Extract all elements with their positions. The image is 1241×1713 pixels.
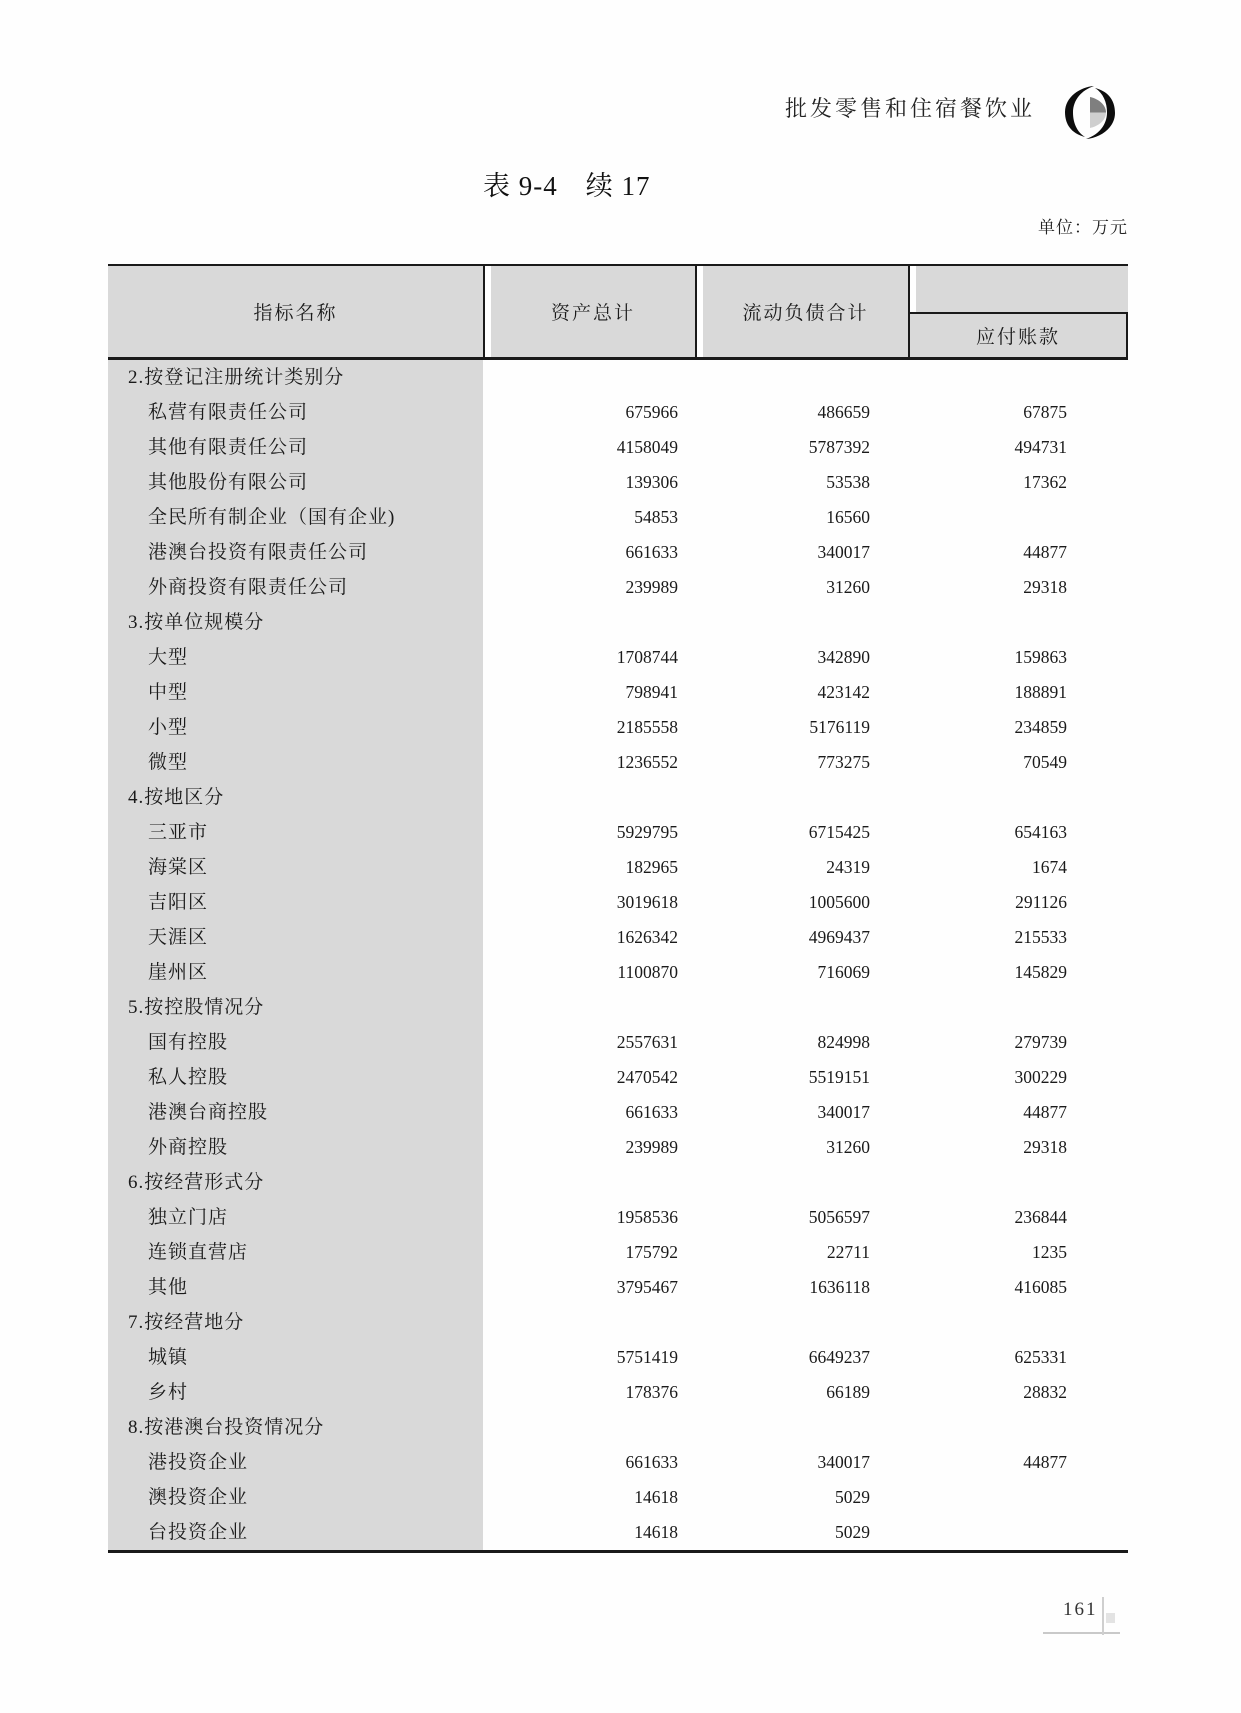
table-row [108, 1235, 1128, 1270]
row-label: 大型 [108, 640, 483, 675]
table-row [108, 430, 1128, 465]
cell-current-liabilities: 5176119 [809, 717, 870, 737]
header-divider [483, 266, 491, 357]
row-label: 中型 [108, 675, 483, 710]
row-label: 6.按经营形式分 [108, 1165, 483, 1200]
footer-mark [1106, 1613, 1115, 1623]
cell-total-assets: 239989 [625, 1137, 678, 1157]
cell-accounts-payable: 234859 [1014, 717, 1067, 737]
statistics-table [108, 264, 1128, 1553]
row-label: 4.按地区分 [108, 780, 483, 815]
row-label: 8.按港澳台投资情况分 [108, 1410, 483, 1445]
cell-accounts-payable [908, 1305, 1128, 1340]
cell-accounts-payable: 215533 [1014, 927, 1067, 947]
table-row [108, 1340, 1128, 1375]
cell-current-liabilities: 716069 [817, 962, 870, 982]
footer-vertical-rule [1102, 1597, 1104, 1635]
row-label: 小型 [108, 710, 483, 745]
row-label: 乡村 [108, 1375, 483, 1410]
table-row [108, 1130, 1128, 1165]
cell-current-liabilities: 340017 [817, 542, 870, 562]
row-label: 澳投资企业 [108, 1480, 483, 1515]
table-row [108, 1375, 1128, 1410]
header-divider [695, 266, 703, 357]
table-row [108, 500, 1128, 535]
cell-total-assets [483, 605, 695, 640]
cell-total-assets [483, 1305, 695, 1340]
row-label: 吉阳区 [108, 885, 483, 920]
column-header-accounts-payable: 应付账款 [910, 312, 1128, 358]
cell-current-liabilities: 16560 [826, 507, 870, 527]
table-row [108, 1305, 1128, 1340]
row-label: 海棠区 [108, 850, 483, 885]
table-row [108, 1410, 1128, 1445]
cell-accounts-payable: 67875 [1023, 402, 1067, 422]
table-row [108, 1445, 1128, 1480]
publisher-swirl-logo-icon [1063, 85, 1117, 140]
cell-accounts-payable: 17362 [1023, 472, 1067, 492]
cell-accounts-payable: 29318 [1023, 577, 1067, 597]
cell-accounts-payable: 44877 [1023, 542, 1067, 562]
cell-current-liabilities: 423142 [817, 682, 870, 702]
cell-total-assets: 661633 [625, 1452, 678, 1472]
cell-accounts-payable: 1674 [1032, 857, 1067, 877]
cell-accounts-payable: 188891 [1014, 682, 1067, 702]
cell-current-liabilities: 31260 [826, 577, 870, 597]
cell-current-liabilities: 5029 [835, 1522, 870, 1542]
table-row [108, 745, 1128, 780]
cell-total-assets: 182965 [625, 857, 678, 877]
cell-current-liabilities: 24319 [826, 857, 870, 877]
table-row [108, 675, 1128, 710]
table-row [108, 535, 1128, 570]
cell-total-assets: 661633 [625, 542, 678, 562]
cell-total-assets: 5929795 [616, 822, 678, 842]
cell-current-liabilities: 4969437 [808, 927, 870, 947]
cell-current-liabilities: 31260 [826, 1137, 870, 1157]
table-row [108, 1270, 1128, 1305]
cell-accounts-payable [908, 990, 1128, 1025]
cell-accounts-payable: 28832 [1023, 1382, 1067, 1402]
column-header-current-liabilities: 流动负债合计 [703, 266, 908, 357]
cell-current-liabilities: 6715425 [808, 822, 870, 842]
column-header-group [916, 266, 1128, 357]
row-label: 崖州区 [108, 955, 483, 990]
table-row [108, 570, 1128, 605]
row-label: 三亚市 [108, 815, 483, 850]
row-label: 其他有限责任公司 [108, 430, 483, 465]
row-label: 外商控股 [108, 1130, 483, 1165]
cell-total-assets: 3795467 [616, 1277, 678, 1297]
cell-current-liabilities [695, 1305, 908, 1340]
table-row [108, 920, 1128, 955]
row-label: 私营有限责任公司 [108, 395, 483, 430]
cell-total-assets: 54853 [634, 507, 678, 527]
cell-total-assets: 1236552 [616, 752, 678, 772]
cell-accounts-payable: 1235 [1032, 1242, 1067, 1262]
row-label: 微型 [108, 745, 483, 780]
table-row [108, 1095, 1128, 1130]
cell-current-liabilities: 1005600 [808, 892, 870, 912]
cell-accounts-payable: 494731 [1014, 437, 1067, 457]
cell-accounts-payable: 279739 [1014, 1032, 1067, 1052]
cell-current-liabilities: 1636118 [809, 1277, 870, 1297]
table-row [108, 885, 1128, 920]
cell-accounts-payable [908, 1165, 1128, 1200]
row-label: 其他 [108, 1270, 483, 1305]
cell-total-assets: 239989 [625, 577, 678, 597]
cell-total-assets [483, 990, 695, 1025]
column-header-total-assets: 资产总计 [491, 266, 695, 357]
table-row [108, 850, 1128, 885]
cell-total-assets: 1100870 [617, 962, 678, 982]
cell-current-liabilities: 773275 [817, 752, 870, 772]
cell-total-assets: 14618 [634, 1487, 678, 1507]
row-label: 港投资企业 [108, 1445, 483, 1480]
cell-total-assets: 2470542 [616, 1067, 678, 1087]
cell-current-liabilities: 22711 [826, 1242, 870, 1262]
cell-accounts-payable [908, 360, 1128, 395]
row-label: 港澳台投资有限责任公司 [108, 535, 483, 570]
table-row [108, 605, 1128, 640]
row-label: 私人控股 [108, 1060, 483, 1095]
cell-total-assets: 2557631 [616, 1032, 678, 1052]
row-label: 城镇 [108, 1340, 483, 1375]
cell-current-liabilities: 6649237 [808, 1347, 870, 1367]
row-label: 全民所有制企业（国有企业) [108, 500, 483, 535]
cell-total-assets: 175792 [625, 1242, 678, 1262]
cell-total-assets: 798941 [625, 682, 678, 702]
cell-current-liabilities: 342890 [817, 647, 870, 667]
cell-total-assets: 4158049 [616, 437, 678, 457]
cell-accounts-payable: 145829 [1014, 962, 1067, 982]
cell-current-liabilities: 824998 [817, 1032, 870, 1052]
cell-accounts-payable [908, 500, 1128, 535]
row-label: 港澳台商控股 [108, 1095, 483, 1130]
cell-current-liabilities: 5519151 [808, 1067, 870, 1087]
cell-total-assets: 661633 [625, 1102, 678, 1122]
cell-accounts-payable [908, 1515, 1128, 1550]
footer-horizontal-rule [1043, 1632, 1120, 1634]
page-number: 161 [1063, 1599, 1098, 1620]
cell-current-liabilities: 340017 [817, 1452, 870, 1472]
row-label: 连锁直营店 [108, 1235, 483, 1270]
row-label: 其他股份有限公司 [108, 465, 483, 500]
table-row [108, 990, 1128, 1025]
cell-total-assets: 3019618 [616, 892, 678, 912]
cell-total-assets: 14618 [634, 1522, 678, 1542]
cell-accounts-payable: 291126 [1015, 892, 1067, 912]
cell-accounts-payable: 70549 [1023, 752, 1067, 772]
cell-current-liabilities [695, 1410, 908, 1445]
cell-current-liabilities [695, 990, 908, 1025]
cell-current-liabilities [695, 605, 908, 640]
cell-accounts-payable: 159863 [1014, 647, 1067, 667]
table-row [108, 395, 1128, 430]
table-row [108, 815, 1128, 850]
cell-total-assets [483, 780, 695, 815]
table-row [108, 1025, 1128, 1060]
cell-current-liabilities: 5029 [835, 1487, 870, 1507]
row-label: 台投资企业 [108, 1515, 483, 1550]
cell-total-assets: 675966 [625, 402, 678, 422]
row-label: 7.按经营地分 [108, 1305, 483, 1340]
table-row [108, 1480, 1128, 1515]
cell-current-liabilities: 66189 [826, 1382, 870, 1402]
table-row [108, 955, 1128, 990]
cell-current-liabilities: 5056597 [808, 1207, 870, 1227]
table-row [108, 1200, 1128, 1235]
table-row [108, 1060, 1128, 1095]
row-label: 外商投资有限责任公司 [108, 570, 483, 605]
cell-accounts-payable: 416085 [1014, 1277, 1067, 1297]
row-label: 3.按单位规模分 [108, 605, 483, 640]
cell-accounts-payable [908, 780, 1128, 815]
row-label: 国有控股 [108, 1025, 483, 1060]
table-row [108, 360, 1128, 395]
page-title: 表 9-4 续 17 [483, 171, 651, 201]
cell-total-assets: 178376 [625, 1382, 678, 1402]
cell-current-liabilities [695, 780, 908, 815]
column-header-indicator: 指标名称 [108, 266, 483, 357]
cell-current-liabilities: 340017 [817, 1102, 870, 1122]
cell-total-assets: 1708744 [616, 647, 678, 667]
cell-current-liabilities [695, 360, 908, 395]
row-label: 天涯区 [108, 920, 483, 955]
cell-total-assets: 139306 [625, 472, 678, 492]
table-row [108, 465, 1128, 500]
table-row [108, 1165, 1128, 1200]
cell-accounts-payable: 44877 [1023, 1452, 1067, 1472]
cell-accounts-payable: 625331 [1014, 1347, 1067, 1367]
cell-total-assets [483, 360, 695, 395]
cell-accounts-payable: 44877 [1023, 1102, 1067, 1122]
cell-current-liabilities: 5787392 [808, 437, 870, 457]
row-label: 5.按控股情况分 [108, 990, 483, 1025]
cell-accounts-payable: 300229 [1014, 1067, 1067, 1087]
table-row [108, 640, 1128, 675]
cell-total-assets: 5751419 [616, 1347, 678, 1367]
table-header-row [108, 264, 1128, 360]
cell-total-assets [483, 1410, 695, 1445]
cell-accounts-payable [908, 1410, 1128, 1445]
row-label: 独立门店 [108, 1200, 483, 1235]
cell-accounts-payable: 654163 [1014, 822, 1067, 842]
cell-total-assets [483, 1165, 695, 1200]
cell-current-liabilities: 53538 [826, 472, 870, 492]
cell-current-liabilities: 486659 [817, 402, 870, 422]
cell-total-assets: 1958536 [616, 1207, 678, 1227]
table-row [108, 1515, 1128, 1550]
table-row [108, 710, 1128, 745]
cell-accounts-payable: 29318 [1023, 1137, 1067, 1157]
cell-accounts-payable [908, 605, 1128, 640]
unit-label: 单位：万元 [1038, 218, 1128, 237]
table-row [108, 780, 1128, 815]
row-label: 2.按登记注册统计类别分 [108, 360, 483, 395]
table-body [108, 360, 1128, 1553]
cell-accounts-payable [908, 1480, 1128, 1515]
cell-total-assets: 2185558 [616, 717, 678, 737]
cell-current-liabilities [695, 1165, 908, 1200]
cell-accounts-payable: 236844 [1014, 1207, 1067, 1227]
cell-total-assets: 1626342 [616, 927, 678, 947]
running-header-text: 批发零售和住宿餐饮业 [784, 96, 1035, 121]
